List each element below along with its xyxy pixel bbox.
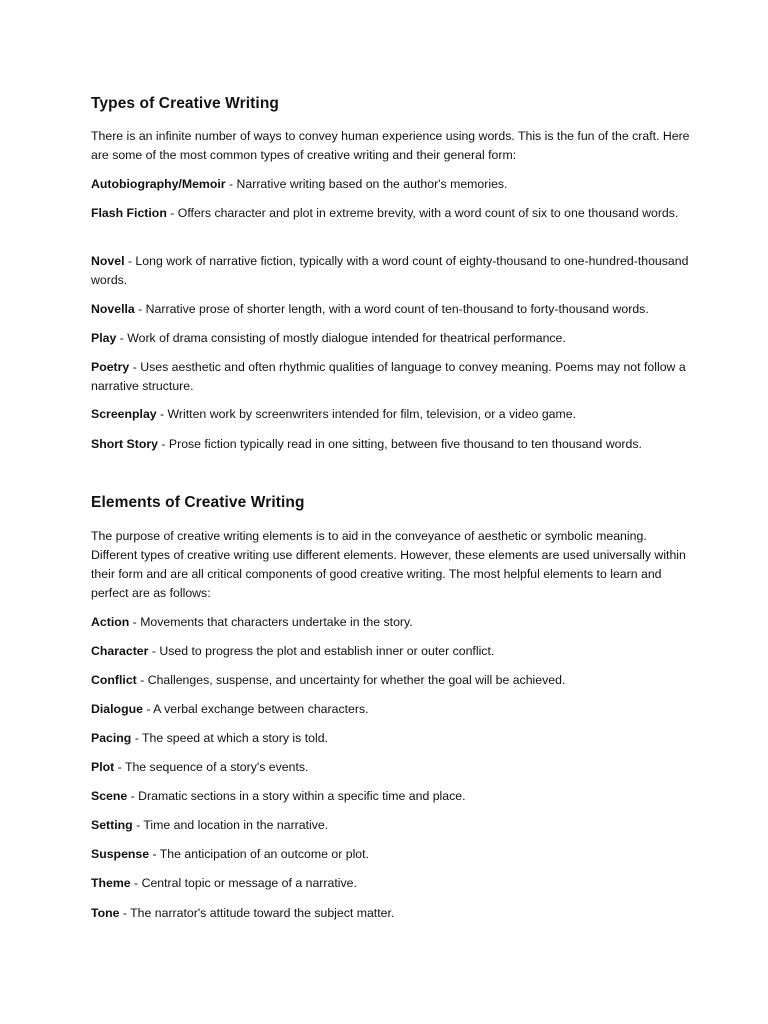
definition-term: Conflict (91, 673, 137, 687)
definition-text: - Dramatic sections in a story within a specific time and place. (127, 789, 466, 803)
definition-text: - Challenges, suspense, and uncertainty for whether the goal will be achieved. (136, 673, 566, 687)
definition-term: Character (91, 644, 149, 658)
definition-text: - Narrative prose of shorter length, with a word count of ten-thousand to forty-thousand words. (134, 302, 649, 316)
definition-item-character (91, 642, 691, 661)
definition-term: Pacing (91, 731, 132, 745)
section-intro-types: There is an infinite number of ways to convey human experience using words. This is the fun of the craft. Here are some of the most common types of creative writing and their general form: (91, 129, 690, 162)
definition-item-theme (91, 874, 691, 893)
definition-text: - The narrator's attitude toward the subject matter. (119, 906, 395, 920)
definition-term: Autobiography/Memoir (91, 177, 226, 191)
definition-item-conflict (91, 671, 691, 690)
definition-text: - The anticipation of an outcome or plot. (149, 847, 369, 861)
definition-term: Screenplay (91, 407, 157, 421)
definition-text: - Movements that characters undertake in the story. (129, 615, 413, 629)
definition-item-plot (91, 758, 691, 777)
definition-item-setting (91, 816, 691, 835)
definition-item-tone (91, 904, 691, 923)
definition-item-suspense (91, 845, 691, 864)
definition-term: Poetry (91, 360, 130, 374)
definition-text: - Long work of narrative fiction, typically with a word count of eighty-thousand to one-hundred-thousand words. (91, 254, 689, 287)
definition-item-novel (91, 252, 691, 290)
definition-text: - Written work by screenwriters intended for film, television, or a video game. (156, 407, 577, 421)
definition-term: Tone (91, 906, 120, 920)
definition-item-scene (91, 787, 691, 806)
definition-term: Action (91, 615, 130, 629)
definition-text: - Uses aesthetic and often rhythmic qualities of language to convey meaning. Poems may not follow a narrative structure. (91, 360, 686, 393)
definition-item-poetry (91, 358, 691, 396)
definition-text: - Central topic or message of a narrative. (130, 876, 357, 890)
definition-text: - A verbal exchange between characters. (142, 702, 369, 716)
definition-item-play (91, 329, 691, 348)
definition-term: Plot (91, 760, 115, 774)
definition-item-action (91, 613, 691, 632)
section-heading-elements: Elements of Creative Writing (91, 494, 305, 511)
definition-text: - Work of drama consisting of mostly dialogue intended for theatrical performance. (116, 331, 566, 345)
definition-text: - Offers character and plot in extreme brevity, with a word count of six to one thousand words. (166, 206, 679, 220)
definition-term: Play (91, 331, 117, 345)
definition-term: Novel (91, 254, 125, 268)
definition-item-autobiography (91, 175, 691, 194)
definition-text: - Narrative writing based on the author's memories. (225, 177, 508, 191)
definition-term: Flash Fiction (91, 206, 167, 220)
definition-term: Novella (91, 302, 135, 316)
definition-text: - Prose fiction typically read in one sitting, between five thousand to ten thousand words. (157, 437, 642, 451)
definition-item-novella (91, 300, 691, 319)
definition-term: Setting (91, 818, 133, 832)
definition-term: Suspense (91, 847, 150, 861)
definition-item-flash-fiction (91, 204, 691, 223)
definition-term: Theme (91, 876, 131, 890)
definition-text: - Used to progress the plot and establish inner or outer conflict. (148, 644, 495, 658)
section-heading-types: Types of Creative Writing (91, 95, 279, 112)
definition-item-screenplay (91, 405, 691, 424)
definition-text: - The sequence of a story's events. (114, 760, 309, 774)
definition-term: Short Story (91, 437, 158, 451)
definition-item-dialogue (91, 700, 691, 719)
definition-text: - The speed at which a story is told. (131, 731, 328, 745)
definition-term: Scene (91, 789, 128, 803)
definition-text: - Time and location in the narrative. (132, 818, 329, 832)
definition-item-pacing (91, 729, 691, 748)
section-intro-elements: The purpose of creative writing elements is to aid in the conveyance of aesthetic or symbolic meaning. Different types of creative writing use different elements. However, these elements are used universally within their form and are all critical components of good creative writing. The most helpful elements to learn and perfect are as follows: (91, 529, 686, 600)
definition-term: Dialogue (91, 702, 143, 716)
definition-item-short-story (91, 435, 691, 454)
